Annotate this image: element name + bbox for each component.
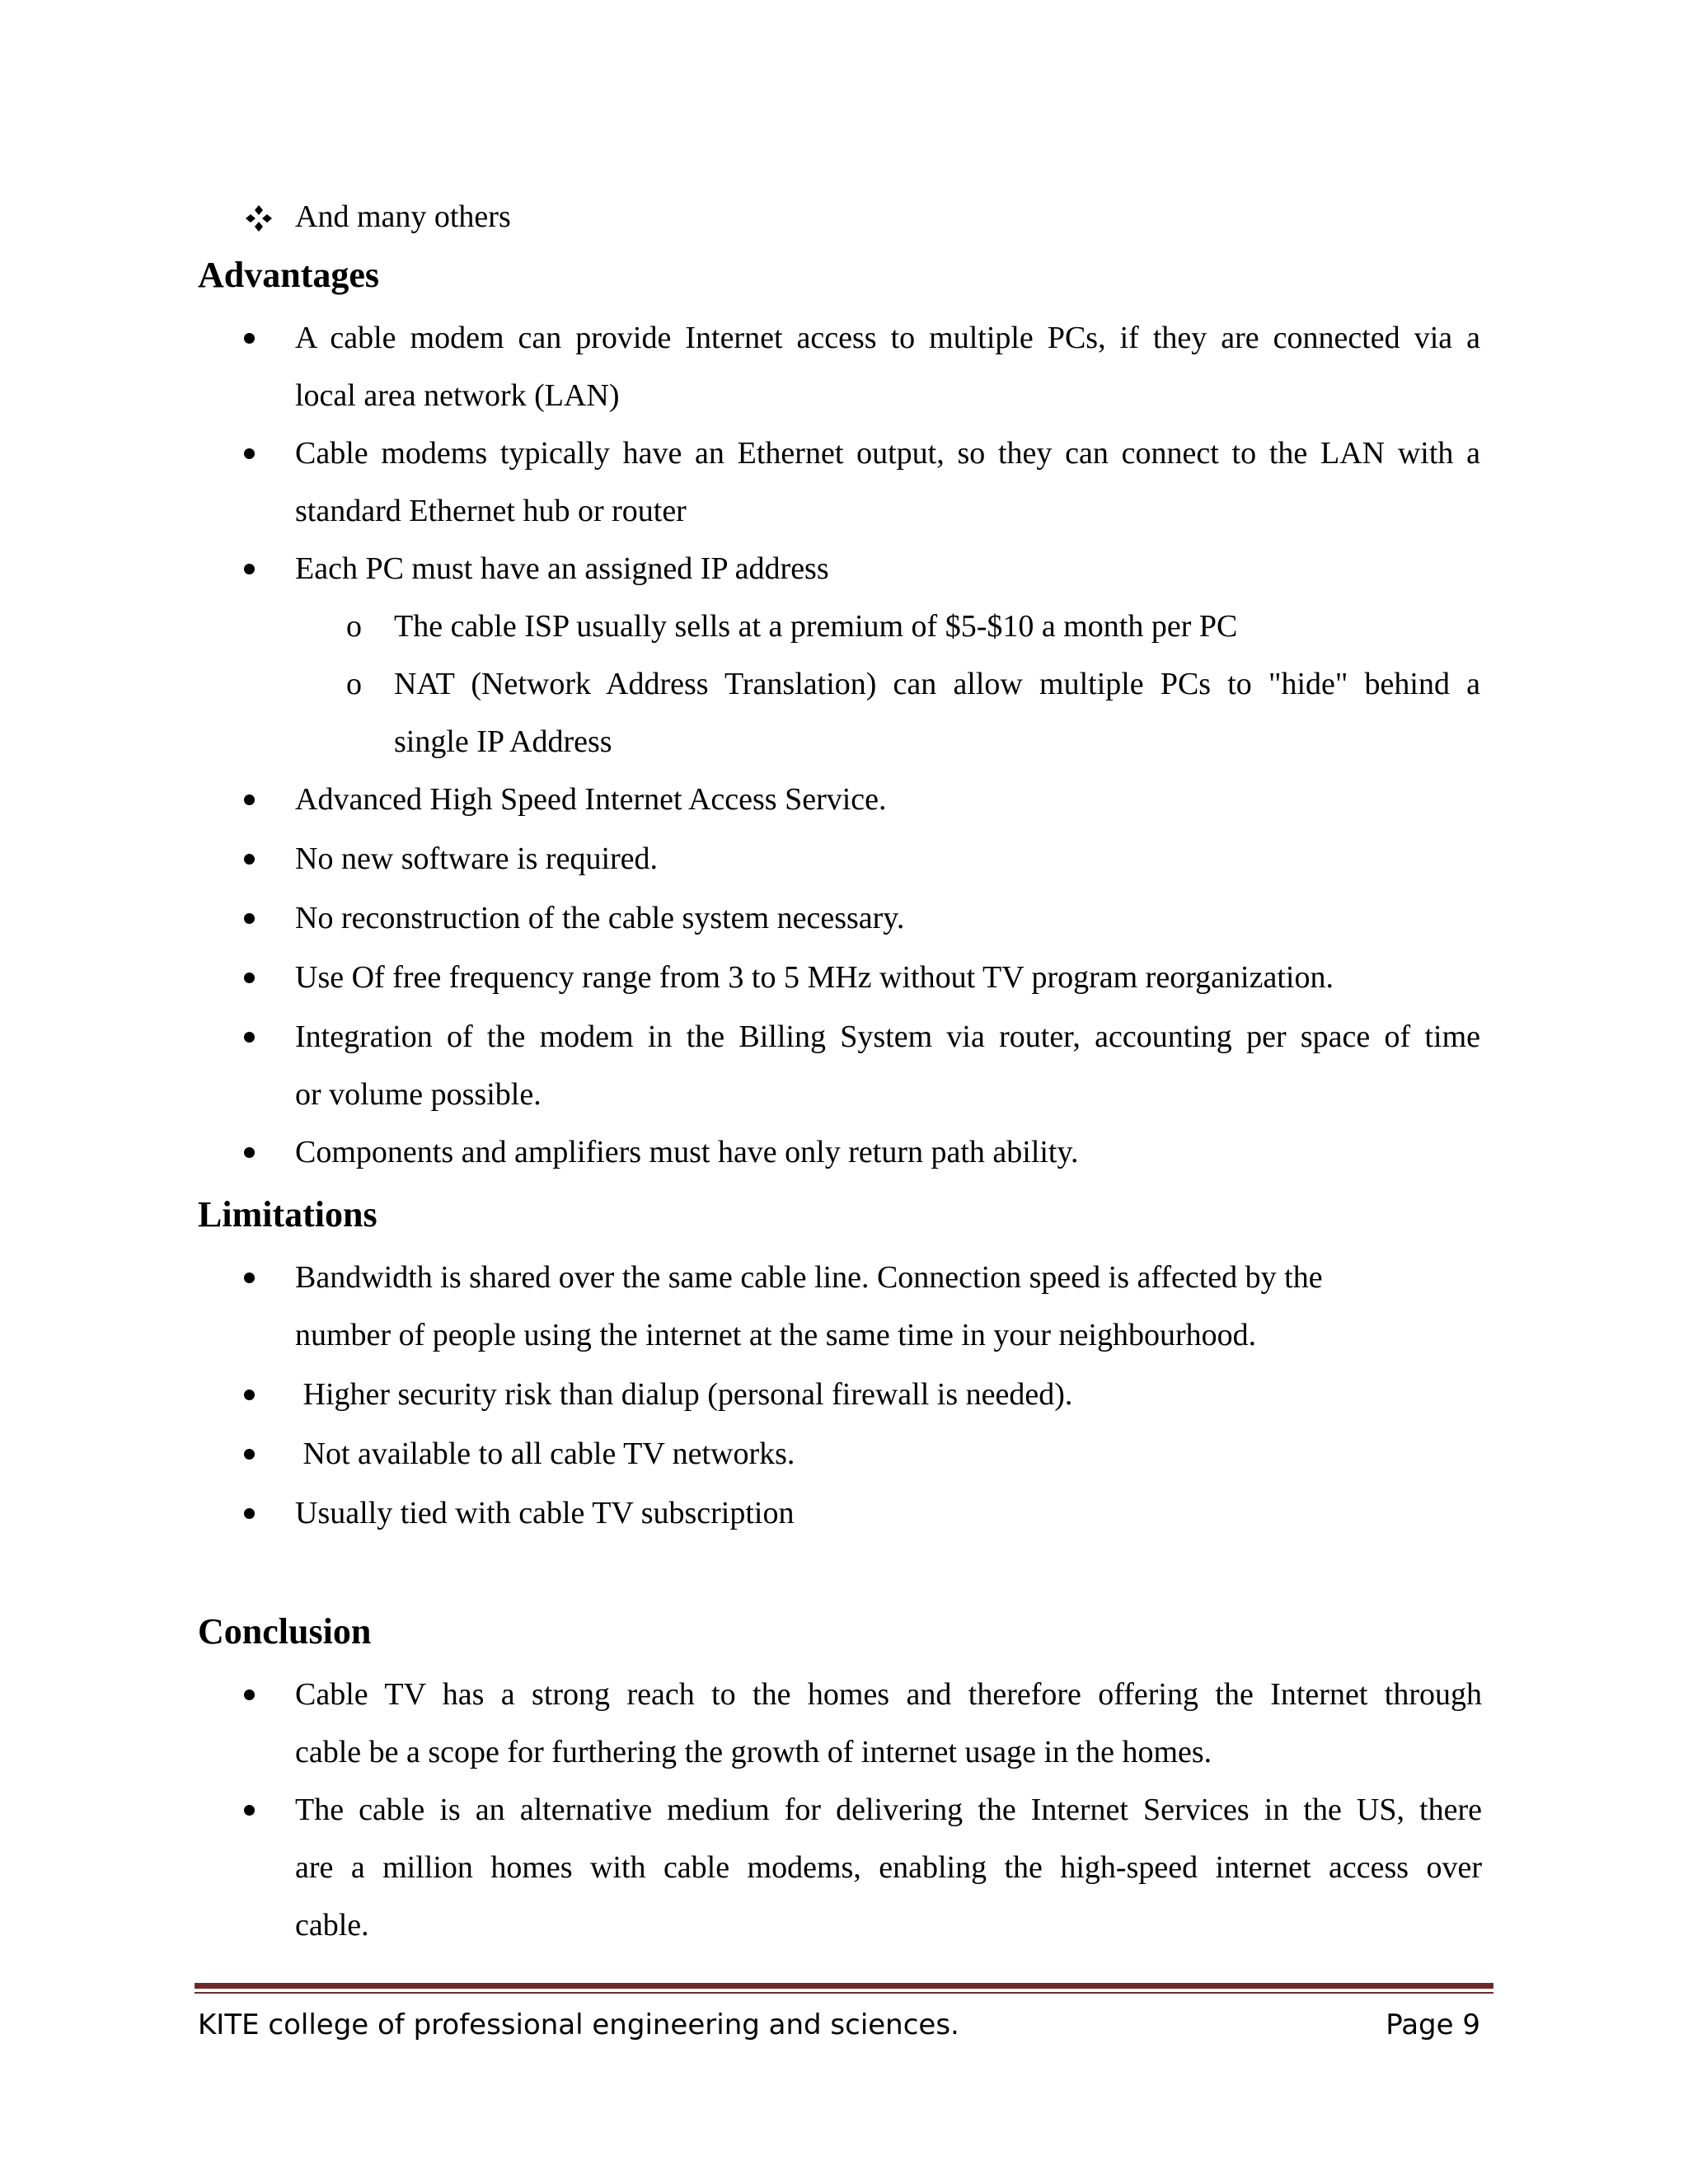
- bullet-dot: [244, 564, 255, 574]
- conclusion-item-2-line-2: are a million homes with cable modems, enabling the high-speed internet access over: [295, 1850, 1482, 1885]
- advantage-item-8-line-2: or volume possible.: [295, 1077, 542, 1112]
- bullet-dot: [244, 1690, 255, 1700]
- advantage-item-9: Components and amplifiers must have only return path ability.: [295, 1135, 1079, 1169]
- conclusion-item-2-line-3: cable.: [295, 1908, 369, 1943]
- bullet-dot: [244, 448, 255, 459]
- bullet-dot: [244, 1805, 255, 1816]
- bullet-dot: [244, 1508, 255, 1519]
- advantage-item-8-line-1: Integration of the modem in the Billing System via router, accounting per space of time: [295, 1019, 1480, 1054]
- advantage-item-5: No new software is required.: [295, 841, 659, 876]
- conclusion-item-1-line-2: cable be a scope for furthering the growth of internet usage in the homes.: [295, 1735, 1212, 1769]
- limitation-item-3: Not available to all cable TV networks.: [295, 1436, 795, 1471]
- footer-institution: KITE college of professional engineering and sciences.: [198, 2008, 959, 2041]
- bullet-dot: [244, 1032, 255, 1043]
- advantage-item-1-line-2: local area network (LAN): [295, 378, 620, 413]
- advantage-item-2-line-1: Cable modems typically have an Ethernet output, so they can connect to the LAN with a: [295, 436, 1480, 471]
- diamond-bullet-icon: [244, 204, 274, 233]
- advantage-subitem-2-line-1: NAT (Network Address Translation) can allow multiple PCs to "hide" behind a: [394, 667, 1480, 701]
- bullet-dot: [244, 1147, 255, 1158]
- sub-bullet-marker: o: [346, 609, 362, 644]
- bullet-dot: [244, 913, 255, 924]
- advantage-item-7: Use Of free frequency range from 3 to 5 MHz without TV program reorganization.: [295, 960, 1334, 995]
- footer-rule-thick: [195, 1983, 1493, 1989]
- bullet-dot: [244, 1390, 255, 1400]
- advantage-item-4: Advanced High Speed Internet Access Service.: [295, 782, 887, 817]
- conclusion-item-2-line-1: The cable is an alternative medium for delivering the Internet Services in the US, there: [295, 1793, 1482, 1827]
- footer-page-number: Page 9: [1386, 2008, 1480, 2041]
- limitations-heading: Limitations: [198, 1194, 377, 1235]
- advantage-item-2-line-2: standard Ethernet hub or router: [295, 494, 687, 528]
- bullet-dot: [244, 1449, 255, 1460]
- advantage-item-1-line-1: A cable modem can provide Internet access to multiple PCs, if they are connected via a: [295, 321, 1480, 355]
- limitation-item-2: Higher security risk than dialup (personal firewall is needed).: [295, 1377, 1073, 1412]
- bullet-dot: [244, 972, 255, 983]
- advantage-subitem-2-line-2: single IP Address: [394, 724, 612, 759]
- advantages-heading: Advantages: [198, 255, 380, 295]
- footer-rule-thin: [195, 1992, 1493, 1994]
- bullet-dot: [244, 1272, 255, 1283]
- advantage-item-3: Each PC must have an assigned IP address: [295, 551, 829, 586]
- sub-bullet-marker: o: [346, 667, 362, 701]
- advantage-subitem-1: The cable ISP usually sells at a premium of $5-$10 a month per PC: [394, 609, 1238, 644]
- bullet-dot: [244, 333, 255, 344]
- advantage-item-6: No reconstruction of the cable system necessary.: [295, 901, 905, 935]
- bullet-dot: [244, 854, 255, 865]
- conclusion-heading: Conclusion: [198, 1611, 372, 1652]
- conclusion-item-1-line-1: Cable TV has a strong reach to the homes and therefore offering the Internet through: [295, 1677, 1482, 1712]
- limitation-item-4: Usually tied with cable TV subscription: [295, 1496, 795, 1530]
- limitation-item-1-line-1: Bandwidth is shared over the same cable line. Connection speed is affected by the: [295, 1260, 1323, 1295]
- intro-item: And many others: [295, 199, 511, 234]
- bullet-dot: [244, 794, 255, 805]
- limitation-item-1-line-2: number of people using the internet at the same time in your neighbourhood.: [295, 1318, 1257, 1352]
